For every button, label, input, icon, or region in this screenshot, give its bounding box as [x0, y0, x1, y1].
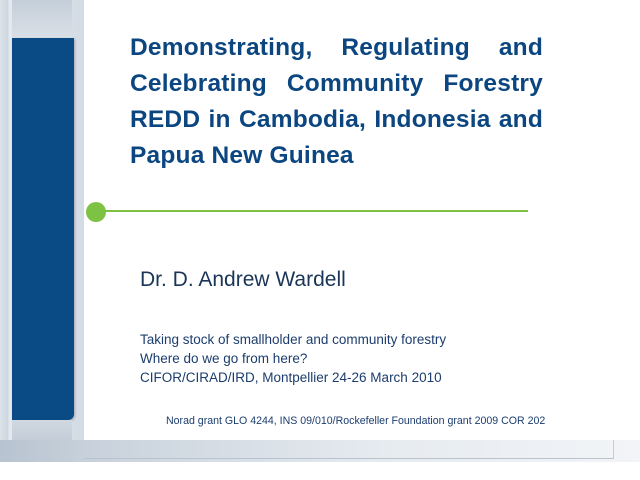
bottom-bar-rail — [613, 440, 614, 459]
event-detail-line: Where do we go from here? — [140, 351, 308, 366]
left-strip-top-block — [12, 0, 72, 38]
bottom-bar-line — [84, 458, 614, 459]
left-decorative-strip — [0, 0, 84, 460]
green-bullet-dot — [86, 202, 106, 222]
left-blue-panel — [12, 38, 74, 420]
bottom-decorative-bar — [0, 440, 640, 462]
green-divider-line — [100, 210, 528, 212]
event-details — [140, 330, 446, 387]
grant-acknowledgement: Norad grant GLO 4244, INS 09/010/Rockefeller Foundation grant 2009 COR 202 — [166, 415, 546, 427]
slide-title: Demonstrating, Regulating and Celebrating Community Forestry REDD in Cambodia, Indonesia and Papua New Guinea — [130, 34, 543, 169]
event-detail-line: Taking stock of smallholder and community forestry — [140, 332, 447, 347]
event-detail-line: CIFOR/CIRAD/IRD, Montpellier 24-26 March 2010 — [140, 370, 442, 385]
bottom-margin — [0, 462, 640, 480]
author-name: Dr. D. Andrew Wardell — [140, 268, 346, 291]
